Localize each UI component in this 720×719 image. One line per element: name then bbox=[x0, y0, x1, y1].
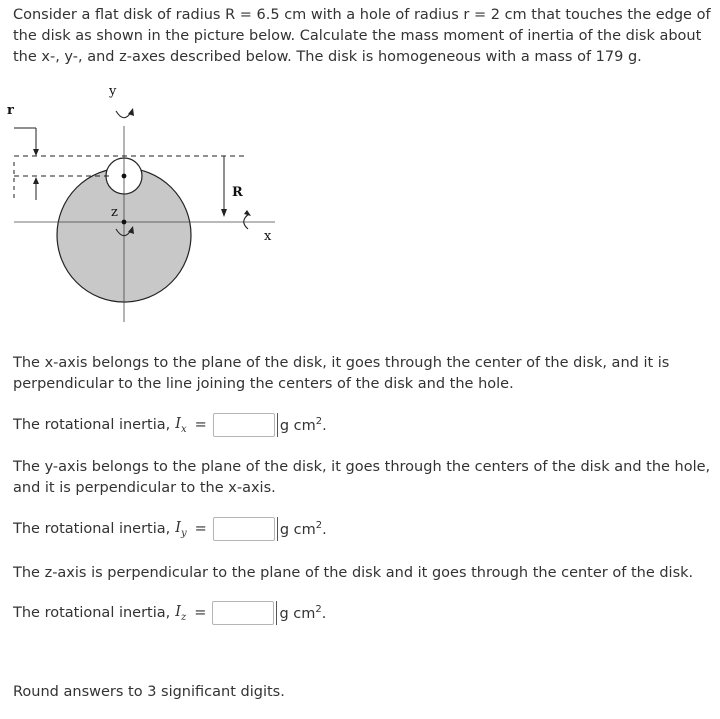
y-inertia-symbol: $I_y$ bbox=[175, 519, 187, 539]
y-inertia-prompt: The rotational inertia, bbox=[13, 521, 171, 537]
y-inertia-unit: g $cm^2$. bbox=[279, 520, 327, 538]
z-inertia-unit: g $cm^2$. bbox=[279, 604, 327, 622]
rounding-note: Round answers to 3 significant digits. bbox=[13, 684, 285, 700]
y-axis-description: The y-axis belongs to the plane of the disk, it goes through the centers of the disk and the hole, and it is perpendicular to the x-axis. bbox=[13, 459, 711, 496]
label-y: y bbox=[109, 84, 117, 99]
x-axis-description: The x-axis belongs to the plane of the disk, it goes through the center of the disk, and it is perpendicular to the line joining the centers of the disk and the hole. bbox=[13, 355, 670, 392]
z-equals-sign: = bbox=[194, 605, 207, 621]
x-inertia-unit: g $cm^2$. bbox=[279, 416, 327, 434]
x-input-divider bbox=[277, 413, 278, 437]
y-input-divider bbox=[277, 517, 278, 541]
y-inertia-input[interactable] bbox=[213, 517, 275, 541]
disk-diagram bbox=[0, 76, 290, 326]
z-inertia-symbol: $I_z$ bbox=[175, 603, 187, 623]
label-x: x bbox=[264, 229, 272, 244]
z-axis-description: The z-axis is perpendicular to the plane of the disk and it goes through the center of the disk. bbox=[13, 565, 694, 581]
label-r: r bbox=[7, 103, 14, 118]
x-equals-sign: = bbox=[194, 417, 207, 433]
y-rotation-arrow-icon bbox=[116, 108, 134, 118]
z-inertia-prompt: The rotational inertia, bbox=[13, 605, 171, 621]
label-z: z bbox=[111, 205, 118, 220]
x-inertia-input[interactable] bbox=[213, 413, 275, 437]
z-inertia-row bbox=[13, 599, 326, 627]
x-rotation-arrow-icon bbox=[244, 210, 251, 229]
problem-statement: Consider a flat disk of radius R = 6.5 cm with a hole of radius r = 2 cm that touches the edge of the disk as shown in the picture below. Calculate the mass moment of inertia of the disk about the x-, y-, and z-axes described below. The disk is homogeneous with a mass of 179 g. bbox=[13, 7, 711, 65]
x-inertia-prompt: The rotational inertia, bbox=[13, 417, 171, 433]
z-inertia-input[interactable] bbox=[212, 601, 274, 625]
x-inertia-row bbox=[13, 411, 327, 439]
x-inertia-symbol: $I_x$ bbox=[175, 415, 187, 435]
label-R: R bbox=[232, 185, 243, 200]
z-input-divider bbox=[276, 601, 277, 625]
y-inertia-row bbox=[13, 515, 327, 543]
y-equals-sign: = bbox=[194, 521, 207, 537]
